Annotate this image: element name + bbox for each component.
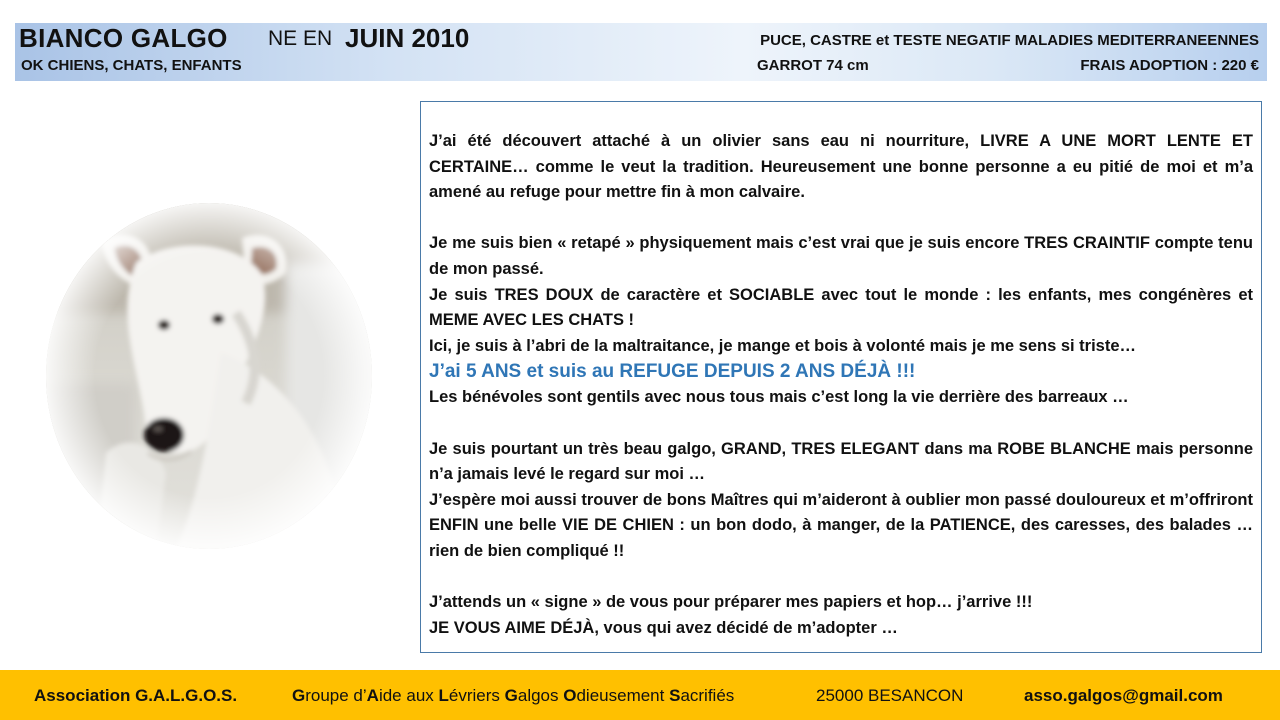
footer-banner bbox=[0, 670, 1280, 720]
story-paragraph-waiting: J’attends un « signe » de vous pour préparer mes papiers et hop… j’arrive !!! bbox=[429, 593, 1033, 612]
born-date: JUIN 2010 bbox=[345, 23, 470, 53]
story-paragraph-temperament: Je suis TRES DOUX de caractère et SOCIABLE avec tout le monde : les enfants, mes congénères et MEME AVEC LES CHATS ! bbox=[429, 285, 1253, 330]
story-paragraph-rescue: J’ai été découvert attaché à un olivier sans eau ni nourriture, LIVRE A UNE MORT LENTE ET CERTAINE… comme le veut la tradition. Heureusement une bonne personne a eu pitié de moi et m’a amené au refuge pour mettre fin à mon calvaire. bbox=[429, 132, 1253, 202]
health-status: PUCE, CASTRE et TESTE NEGATIF MALADIES MEDITERRANEENNES bbox=[760, 32, 1259, 49]
adoption-fee: FRAIS ADOPTION : 220 € bbox=[1080, 57, 1259, 74]
compatibility-note: OK CHIENS, CHATS, ENFANTS bbox=[21, 57, 242, 74]
age-highlight: J’ai 5 ANS et suis au REFUGE DEPUIS 2 ANS DÉJÀ !!! bbox=[429, 361, 916, 383]
born-label: NE EN bbox=[268, 27, 333, 50]
association-name: Association G.A.L.G.O.S. bbox=[34, 686, 238, 705]
story-paragraph-hope: J’espère moi aussi trouver de bons Maîtres qui m’aideront à oublier mon passé douloureux et m’offriront ENFIN une belle VIE DE CHIEN : un bon dodo, à manger, de la PATIENCE, des caresses, des balades … rien de bien compliqué !! bbox=[429, 490, 1253, 560]
dog-portrait-icon bbox=[46, 203, 372, 549]
story-paragraph-volunteers: Les bénévoles sont gentils avec nous tous mais c’est long la vie derrière des barreaux … bbox=[429, 388, 1129, 407]
withers-height: GARROT 74 cm bbox=[757, 57, 869, 74]
story-paragraph-appearance: Je suis pourtant un très beau galgo, GRAND, TRES ELEGANT dans ma ROBE BLANCHE mais personne n’a jamais levé le regard sur moi … bbox=[429, 439, 1253, 484]
story-paragraph-love: JE VOUS AIME DÉJÀ, vous qui avez décidé de m’adopter … bbox=[429, 618, 898, 637]
story-paragraph-recovery: Je me suis bien « retapé » physiquement mais c’est vrai que je suis encore TRES CRAINTIF compte tenu de mon passé. bbox=[429, 234, 1253, 278]
association-city: 25000 BESANCON bbox=[816, 686, 964, 705]
contact-email[interactable]: asso.galgos@gmail.com bbox=[1024, 686, 1223, 705]
title-banner bbox=[15, 23, 1267, 81]
story-paragraph-shelter: Ici, je suis à l’abri de la maltraitance, je mange et bois à volonté mais je me sens si triste… bbox=[429, 336, 1137, 355]
dog-photo bbox=[46, 203, 372, 549]
story-box bbox=[420, 101, 1262, 653]
association-full-name: Groupe d’Aide aux Lévriers Galgos Odieusement Sacrifiés bbox=[292, 686, 735, 705]
dog-name: BIANCO GALGO bbox=[19, 23, 228, 53]
